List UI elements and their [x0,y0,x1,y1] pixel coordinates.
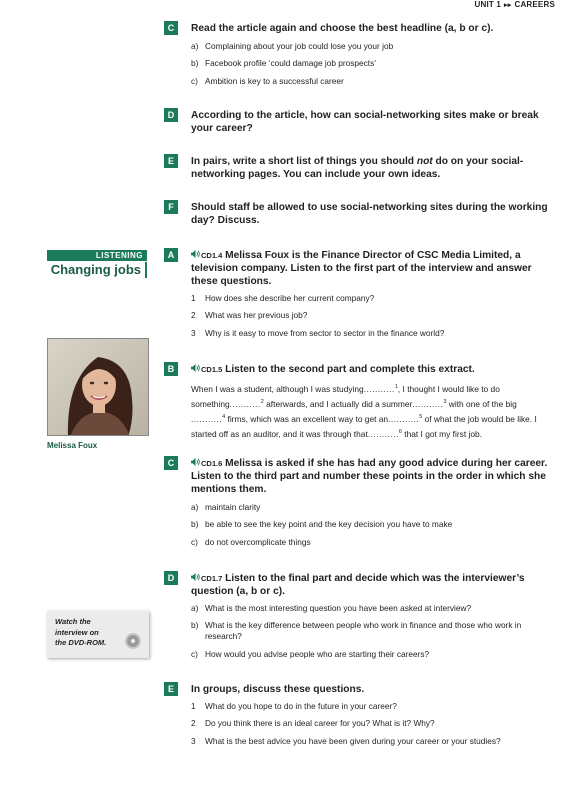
listening-label: LISTENING [47,250,147,261]
exercise-e-instruction: In pairs, write a short list of things you should not do on your social-networking pages. You can include your own ideas. [191,156,524,180]
item-label: b) [191,58,199,69]
section-title: Changing jobs [47,262,147,278]
cd-track: CD1.4 [201,251,223,260]
cd-track: CD1.7 [201,574,223,583]
question-item [191,310,541,321]
exercise-c-instruction: Read the article again and choose the best headline (a, b or c). [191,23,494,34]
item-text: do not overcomplicate things [205,536,311,547]
exercise-e2-instruction: In groups, discuss these questions. [191,684,365,695]
photo-caption: Melissa Foux [47,441,98,450]
item-text: How does she describe her current company? [205,293,375,303]
option-item [191,603,541,614]
exercise-d2-badge: D [164,571,178,585]
blank-3[interactable]: ........... [412,398,444,409]
extract-paragraph: When I was a student, although I was studying...........$^1$, I thought I would like to do something...........$^2$ afterwards, and I actually did a summer...........$^3$ with one of the big ...........$^4$ firms, which was an excellent way to get an...........$^5$ of what the job would be like. I started off as an auditor, and it was through that...........$^6$ that I got my first job. [191,383,537,439]
option-item [191,58,541,69]
item-text: Complaining about your job could lose you your job [205,41,394,51]
option-item [191,620,541,642]
cd-track: CD1.6 [201,459,223,468]
exercise-c2-badge: C [164,456,178,470]
item-label: a) [191,603,199,613]
question-item [191,328,541,339]
item-label: 1 [191,701,196,711]
exercise-c-options [191,41,541,93]
item-text: How would you advise people who are starting their careers? [205,648,430,659]
running-header [474,0,555,9]
audio-icon[interactable] [191,573,200,581]
item-label: 2 [191,310,196,321]
arrows-icon: ▸▸ [504,2,512,9]
exercise-e2-badge: E [164,682,178,696]
item-label: b) [191,620,199,631]
item-text: What is the best advice you have been given during your career or your studies? [205,735,501,746]
item-label: 1 [191,293,196,303]
option-item [191,649,541,660]
item-text: What is the most interesting question you have been asked at interview? [205,603,472,613]
question-item [191,701,541,712]
exercise-b-instruction: CD1.5 Listen to the second part and complete this extract. [191,363,551,376]
item-text: What was her previous job? [205,310,308,321]
exercise-a-questions [191,293,541,345]
exercise-f-instruction: Should staff be allowed to use social-networking sites during the working day? Discuss. [191,202,548,226]
audio-icon[interactable] [191,458,200,466]
blank-5[interactable]: ........... [388,413,420,424]
dvd-note[interactable] [47,611,149,658]
blank-4[interactable]: ........... [191,413,223,424]
option-item [191,502,541,513]
exercise-c2-options [191,502,541,554]
item-label: c) [191,648,198,659]
exercise-c2-instruction: CD1.6 Melissa is asked if she has had any good advice during her career. Listen to the third part and number these points in the order in which she mentions them. [191,458,548,495]
listening-section-tag [47,250,147,278]
dvd-note-line-3: the DVD-ROM. [55,638,107,647]
item-text: What is the key difference between people who work in finance and those who work in research? [205,620,522,642]
item-text: What do you hope to do in the future in your career? [205,701,397,711]
section-label: CAREERS [514,0,555,9]
exercise-c-badge: C [164,21,178,35]
option-item [191,76,541,87]
option-item [191,537,541,548]
exercise-d2-instruction: CD1.7 Listen to the final part and decide which was the interviewer’s question (a, b or c). [191,573,525,597]
option-item [191,41,541,52]
dvd-disc-icon[interactable] [125,633,141,649]
exercise-f-badge: F [164,200,178,214]
item-label: a) [191,41,199,51]
item-label: 2 [191,718,196,729]
item-label: 3 [191,735,196,746]
item-text: Why is it easy to move from sector to sector in the finance world? [205,327,445,338]
blank-1[interactable]: ........... [363,383,395,394]
question-item [191,293,541,304]
item-text: Do you think there is an ideal career for you? What is it? Why? [205,718,435,729]
exercise-d-badge: D [164,108,178,122]
question-item [191,736,541,747]
dvd-note-line-2: interview on [55,627,99,637]
item-label: a) [191,502,199,512]
melissa-foux-photo [47,338,149,436]
blank-2[interactable]: ........... [229,398,261,409]
exercise-e2-questions [191,701,541,753]
exercise-a-badge: A [164,248,178,262]
exercise-e-badge: E [164,154,178,168]
item-label: c) [191,75,198,86]
question-item [191,718,541,729]
audio-icon[interactable] [191,364,200,372]
item-text: Ambition is key to a successful career [205,75,344,86]
item-text: Facebook profile ‘could damage job prospects’ [205,58,377,69]
item-text: maintain clarity [205,502,261,512]
item-label: b) [191,519,199,530]
dvd-note-line-1: Watch the [55,617,91,626]
audio-icon[interactable] [191,250,200,258]
exercise-d2-options [191,603,541,666]
unit-label: UNIT 1 [474,0,502,9]
exercise-d-instruction: According to the article, how can social-networking sites make or break your career? [191,110,539,134]
item-label: c) [191,536,198,547]
cd-track: CD1.5 [201,365,223,374]
item-text: be able to see the key point and the key decision you have to make [205,519,453,530]
blank-6[interactable]: ........... [367,428,399,439]
item-label: 3 [191,327,196,338]
exercise-b-badge: B [164,362,178,376]
exercise-a-instruction: CD1.4 Melissa Foux is the Finance Director of CSC Media Limited, a television company. Listen to the first part of the interview and answer these questions. [191,250,532,287]
option-item [191,519,541,530]
